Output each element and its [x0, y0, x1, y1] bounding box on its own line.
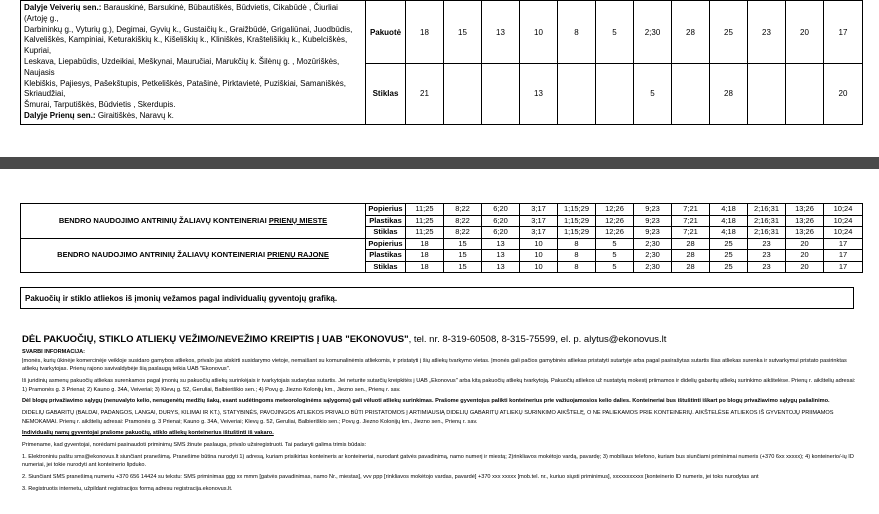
day-cell: 3;17 — [520, 215, 558, 227]
day-cell: 28 — [710, 64, 748, 125]
day-cell: 28 — [672, 1, 710, 64]
sms-step-2: 2. Siunčiant SMS pranešimą numeriu +370 656 14424 su tekstu: SMS priminimas ggg xx mmm [gatvės pavadinimas, namo Nr., miestas], vvv ppp [rinkliavos mokėtojo vardas, pavardė] +370 xxx xxxxx [mob.tel. nr., kuriuo siųsti priminimus], xxxxxxxxxxx [konteinerio ID numeris, jei toks nurodytas ant — [22, 473, 759, 480]
day-cell: 11;25 — [406, 204, 444, 216]
row-label: Popierius — [366, 204, 406, 216]
day-cell: 28 — [672, 250, 710, 262]
day-cell — [558, 64, 596, 125]
individual-title: Individualių namų gyventojai prašome pakuočių, stiklo atliekų konteinerius ištuštinti iš vakaro. — [22, 430, 274, 437]
day-cell: 12;26 — [596, 227, 634, 239]
info-box: Pakuočių ir stiklo atliekos iš įmonių vežamos pagal individualių gyventojų grafiką. — [20, 287, 854, 309]
day-cell: 11;25 — [406, 215, 444, 227]
day-cell: 28 — [672, 261, 710, 273]
day-cell: 20 — [786, 1, 824, 64]
day-cell: 1;15;29 — [558, 215, 596, 227]
svarbi-paragraph-2: Iš juridinių asmenų pakuočių atliekas surenkamos pagal įmonių su pakuočių atliekų surinkėjais ir tvarkytojais sudarytas sutartis. Jei neturite sutarčių kreipkitės į UAB „Ekonovus" arba kitą pakuočių atliekų tvarkytoją. Pakuočių atliekos už nustatytą mokestį priimamos ir didelių gabaritų atliekų surinkimo aikštelėse. Prienų r. aikštelių adresai: 1) Pramonės g. 3 Prienai; 2) Kauno g. 34A, Veiveriai; 3) Klevų g. 52, Geruliai, Balbieriškio sen.; 4) Povų g. Jiezno Kolonijų km., Jiezno sen., Prienų r. sav. — [22, 377, 856, 393]
day-cell: 2;30 — [634, 238, 672, 250]
day-cell: 13 — [482, 238, 520, 250]
day-cell: 10;24 — [824, 215, 863, 227]
day-cell: 18 — [406, 250, 444, 262]
area-description — [21, 1, 366, 125]
day-cell: 5 — [634, 64, 672, 125]
day-cell: 23 — [748, 261, 786, 273]
notice-title: DĖL PAKUOČIŲ, STIKLO ATLIEKŲ VEŽIMO/NEVEŽIMO KREIPTIS Į UAB "EKONOVUS" — [22, 334, 409, 345]
day-cell: 2;16;31 — [748, 227, 786, 239]
day-cell: 6;20 — [482, 227, 520, 239]
bad-roads-paragraph: Dėl blogų privažiavimo sąlygų (nenuvalyto kelio, nenugenėtų medžių šakų, esant sudėtingoms meteorologinėms sąlygoms) gali vėluoti atliekų surinkimas. Prašome gyventojus palikti konteinerius prie važiuojamosios kelio dalies. Konteineriai bus ištuštinti iškart po blogų privažiavimo sąlygų pašalinimo. — [22, 398, 830, 405]
row-label: Stiklas — [366, 227, 406, 239]
day-cell: 13 — [520, 64, 558, 125]
day-cell: 23 — [748, 1, 786, 64]
large-waste-paragraph: DIDELIŲ GABARITŲ (BALDAI, PADANGOS, LANGAI, DURYS, KILIMAI IR KT.), STATYBINĖS, PAVOJINGOS ATLIEKOS PRIVALO BŪTI PRISTATOMOS Į ARTIMIAUSIĄ DIDELIŲ GABARITŲ ATLIEKŲ SURINKIMO AIKŠTELĘ, O NE PALIEKAMOS PRIE KONTEINERIŲ. AIKŠTELĖSE ATLIEKOS IŠ GYVENTOJŲ PRIIMAMOS NEMOKAMAI. Prienų r. aikštelių adresai: Pramonės g. 3 Prienai; Kauno g. 34A, Veiveriai; Klevų g. 52, Geruliai, Balbieriškio sen.; Povų g. Jiezno Kolonijų km., Jiezno sen., Prienų r. sav. — [22, 409, 834, 425]
area-line-text: Klebiškis, Pajiesys, Pašekštupis, Petkeliškės, Patašinė, Pirktavietė, Puziškiai, Samaniškės, Skriaudžiai, — [24, 78, 346, 99]
day-cell: 25 — [710, 1, 748, 64]
day-cell: 23 — [748, 250, 786, 262]
day-cell: 11;25 — [406, 227, 444, 239]
day-cell: 17 — [824, 250, 863, 262]
group-title-plain: BENDRO NAUDOJIMO ANTRINIŲ ŽALIAVŲ KONTEINERIAI — [58, 215, 269, 225]
day-cell: 5 — [596, 238, 634, 250]
day-cell: 18 — [406, 238, 444, 250]
day-cell — [444, 64, 482, 125]
day-cell: 15 — [444, 250, 482, 262]
page-divider — [0, 157, 879, 169]
row-label: Plastikas — [366, 215, 406, 227]
area-line-text: Barauskinė, Barsukinė, Būbautiškės, Būdvietis, Cikabūdė , Čiurliai (Artoję g., — [24, 3, 338, 23]
day-cell: 25 — [710, 250, 748, 262]
day-cell: 23 — [748, 238, 786, 250]
day-cell: 17 — [824, 1, 863, 64]
day-cell: 10;24 — [824, 204, 863, 216]
day-cell: 9;23 — [634, 204, 672, 216]
day-cell: 1;15;29 — [558, 227, 596, 239]
day-cell — [482, 64, 520, 125]
day-cell: 15 — [444, 238, 482, 250]
group-title-plain: BENDRO NAUDOJIMO ANTRINIŲ ŽALIAVŲ KONTEINERIAI — [57, 250, 268, 260]
area-line-text: Leskava, Liepabūdis, Uzdeikiai, Meškynai, Mauručiai, Marukčių k. Šilėnų g. , Mozūriškės, Naujasis — [24, 56, 340, 77]
area-line — [24, 100, 362, 111]
day-cell: 20 — [786, 238, 824, 250]
day-cell: 12;26 — [596, 215, 634, 227]
day-cell: 5 — [596, 1, 634, 64]
day-cell: 7;21 — [672, 204, 710, 216]
info-body — [22, 348, 860, 496]
day-cell: 25 — [710, 261, 748, 273]
day-cell: 3;17 — [520, 204, 558, 216]
row-label: Popierius — [366, 238, 406, 250]
day-cell: 21 — [406, 64, 444, 125]
notice-contacts: , tel. nr. 8-319-60508, 8-315-75599, el. p. alytus@ekonovus.lt — [408, 334, 667, 345]
area-line-heading: Dalyje Prienų sen.: — [24, 110, 96, 120]
svarbi-title: SVARBI INFORMACIJA: — [22, 349, 85, 355]
row-label: Pakuotė — [366, 1, 406, 64]
day-cell: 2;16;31 — [748, 215, 786, 227]
day-cell: 18 — [406, 1, 444, 64]
group-title — [21, 238, 366, 273]
area-line — [24, 35, 362, 57]
area-line-text: Giraitiškės, Naravų k. — [95, 110, 174, 120]
area-line — [24, 111, 362, 122]
day-cell: 9;23 — [634, 215, 672, 227]
day-cell: 18 — [406, 261, 444, 273]
day-cell: 10 — [520, 1, 558, 64]
day-cell: 1;15;29 — [558, 204, 596, 216]
schedule-table-top — [20, 0, 863, 125]
day-cell: 13;26 — [786, 204, 824, 216]
day-cell: 8 — [558, 261, 596, 273]
day-cell: 10;24 — [824, 227, 863, 239]
day-cell: 12;26 — [596, 204, 634, 216]
day-cell: 13;26 — [786, 215, 824, 227]
day-cell: 2;30 — [634, 261, 672, 273]
day-cell — [786, 64, 824, 125]
day-cell: 15 — [444, 1, 482, 64]
day-cell: 2;16;31 — [748, 204, 786, 216]
day-cell: 10 — [520, 261, 558, 273]
day-cell: 10 — [520, 238, 558, 250]
area-line-text: Šmurai, Tarputiškės, Būdvietis , Skerdupis. — [24, 100, 176, 110]
area-line-text: Darbininkų g., Vyturių g.), Degimai, Gyvių k., Gustaičių k., Graižbūdė, Grigaliūnai, Juodbūdis, — [24, 24, 353, 34]
area-line-heading: Dalyje Veiverių sen.: — [24, 3, 102, 12]
row-label: Stiklas — [366, 261, 406, 273]
day-cell: 4;18 — [710, 215, 748, 227]
area-line — [24, 3, 362, 25]
sms-intro: Primename, kad gyventojai, norėdami pasinaudoti priminimų SMS žinute paslauga, privalo užsiregistruoti. Tai padaryti galima trimis būdais: — [22, 441, 367, 448]
day-cell: 25 — [710, 238, 748, 250]
day-cell: 15 — [444, 261, 482, 273]
day-cell: 8 — [558, 1, 596, 64]
group-title-place: PRIENŲ RAJONE — [267, 250, 329, 260]
group-title — [21, 204, 366, 239]
day-cell: 2;30 — [634, 250, 672, 262]
row-label: Plastikas — [366, 250, 406, 262]
day-cell: 4;18 — [710, 204, 748, 216]
day-cell — [748, 64, 786, 125]
day-cell: 20 — [824, 64, 863, 125]
day-cell: 6;20 — [482, 215, 520, 227]
group-title-place: PRIENŲ MIESTE — [268, 215, 328, 225]
day-cell: 8 — [558, 238, 596, 250]
day-cell: 8;22 — [444, 204, 482, 216]
area-line — [24, 57, 362, 79]
day-cell: 17 — [824, 238, 863, 250]
day-cell: 7;21 — [672, 215, 710, 227]
day-cell: 2;30 — [634, 1, 672, 64]
svarbi-paragraph-1: Įmonės, kurių ūkinėje komercinėje veikloje susidaro gamybos atliekos, privalo jas atskirti susidarymo vietoje, nemaišant su komunalinėmis atliekomis, ir pristatyti į šių atliekų tvarkymo vietas. Įmonės gali pačios gamybinės atliekas pristatyti sutartyje arba pagal pasirašytas sutartis šias atliekas surenka ir sutvarkymui pristato pasirinktas atliekų tvarkytojas. Prienų rajono savivaldybėje šią paslaugą teikia UAB "Ekonovus". — [22, 357, 847, 373]
area-line — [24, 25, 362, 36]
day-cell: 5 — [596, 250, 634, 262]
day-cell: 7;21 — [672, 227, 710, 239]
day-cell: 13 — [482, 250, 520, 262]
notice-line — [22, 334, 862, 345]
day-cell: 13;26 — [786, 227, 824, 239]
day-cell: 3;17 — [520, 227, 558, 239]
day-cell: 8;22 — [444, 227, 482, 239]
day-cell: 8 — [558, 250, 596, 262]
day-cell: 8;22 — [444, 215, 482, 227]
day-cell — [596, 64, 634, 125]
area-line — [24, 79, 362, 101]
day-cell: 13 — [482, 1, 520, 64]
day-cell: 17 — [824, 261, 863, 273]
schedule-table-bottom — [20, 203, 863, 273]
sms-step-3: 3. Registruotis internetu, užpildant registracijos formą adresu registracija.ekonovus.lt. — [22, 485, 233, 492]
day-cell: 4;18 — [710, 227, 748, 239]
day-cell: 20 — [786, 261, 824, 273]
day-cell: 9;23 — [634, 227, 672, 239]
day-cell — [672, 64, 710, 125]
area-line-text: Kalveliškės, Kampiniai, Keturakiškių k., Kišeliškių k., Kliniškės, Kraštelišikių k., Kubelciškės, Kupriai, — [24, 35, 348, 56]
day-cell: 6;20 — [482, 204, 520, 216]
day-cell: 20 — [786, 250, 824, 262]
day-cell: 5 — [596, 261, 634, 273]
day-cell: 10 — [520, 250, 558, 262]
row-label: Stiklas — [366, 64, 406, 125]
sms-step-1: 1. Elektroniniu paštu sms@ekonovus.lt siunčiant pranešimą. Pranešime būtina nurodyti 1) adresą, kuriam prisikirtas konteineris ar konteineriai, nurodant gatvės pavadinimą, namo numerį ir miestą; 2)rinkliavos mokėtojo vardą, pavardę; 3) mobiliaus telefono, kuriam bus siunčiami priminimai numeris (+370 6xx xxxxx); 4) konteinerio/-ių ID numeriai, jei tokie nurodyti ant konteinerio lipduko. — [22, 453, 854, 469]
day-cell: 28 — [672, 238, 710, 250]
day-cell: 13 — [482, 261, 520, 273]
